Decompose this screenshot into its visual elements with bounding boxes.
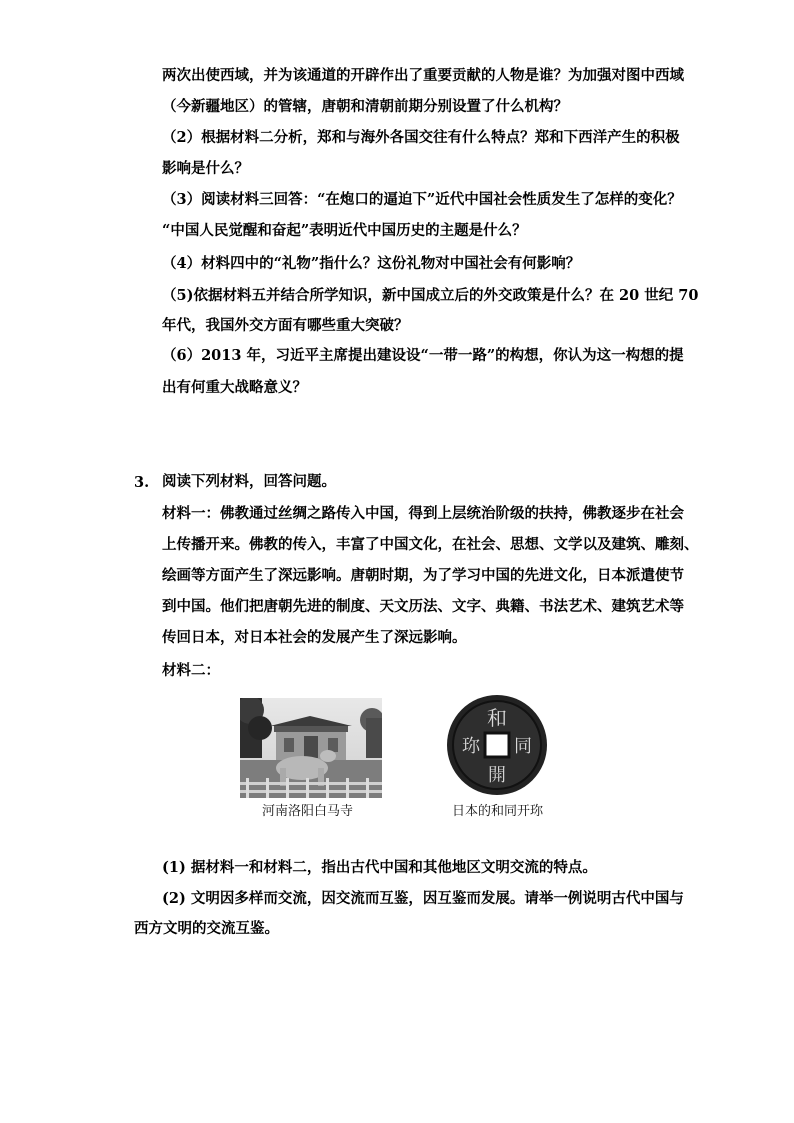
coin-image-icon [445,693,549,797]
coin-char-bottom: 開 [488,765,506,786]
temple-caption: 河南洛阳白马寺 [262,804,354,819]
sub-question: (2) 文明因多样而交流，因交流而互鉴，因互鉴而发展。请举一例说明古代中国与 [162,890,684,907]
coin-char-right: 同 [514,736,532,757]
text-line: 出有何重大战略意义？ [162,379,307,396]
text-line: （2）根据材料二分析，郑和与海外各国交往有什么特点？郑和下西洋产生的积极 [162,129,680,146]
text-line: （5)依据材料五并结合所学知识，新中国成立后的外交政策是什么？在 20 世纪 70 [162,287,699,304]
coin-char-left: 珎 [462,736,480,757]
wado-kaichin-coin [445,693,549,797]
white-horse-temple-photo [240,698,382,798]
material-line: 传回日本，对日本社会的发展产生了深远影响。 [162,629,467,646]
question-number: 3. [134,474,150,491]
material-line: 上传播开来。佛教的传入，丰富了中国文化，在社会、思想、文学以及建筑、雕刻、 [162,536,699,553]
temple-image-icon [240,698,382,798]
material-line: 到中国。他们把唐朝先进的制度、天文历法、文字、典籍、书法艺术、建筑艺术等 [162,598,684,615]
text-line: （6）2013 年，习近平主席提出建设设“一带一路”的构想，你认为这一构想的提 [162,347,684,364]
text-line: 影响是什么？ [162,160,249,177]
coin-caption: 日本的和同开珎 [452,804,544,819]
question-intro: 阅读下列材料，回答问题。 [162,473,336,490]
coin-char-top: 和 [487,706,507,730]
text-line: “中国人民觉醒和奋起”表明近代中国历史的主题是什么？ [162,222,527,239]
material-line: 绘画等方面产生了深远影响。唐朝时期，为了学习中国的先进文化，日本派遣使节 [162,567,684,584]
text-line: （4）材料四中的“礼物”指什么？这份礼物对中国社会有何影响？ [162,255,581,272]
text-line: （今新疆地区）的管辖，唐朝和清朝前期分别设置了什么机构？ [162,98,568,115]
text-line: 两次出使西域，并为该通道的开辟作出了重要贡献的人物是谁？为加强对图中西域 [162,67,684,84]
sub-question-continued: 西方文明的交流互鉴。 [134,920,279,937]
text-line: （3）阅读材料三回答：“在炮口的逼迫下”近代中国社会性质发生了怎样的变化？ [162,191,682,208]
material-label: 材料二： [162,662,220,679]
material-line: 材料一：佛教通过丝绸之路传入中国，得到上层统治阶级的扶持，佛教逐步在社会 [162,505,684,522]
text-line: 年代，我国外交方面有哪些重大突破？ [162,317,409,334]
sub-question: (1) 据材料一和材料二，指出古代中国和其他地区文明交流的特点。 [162,859,597,876]
